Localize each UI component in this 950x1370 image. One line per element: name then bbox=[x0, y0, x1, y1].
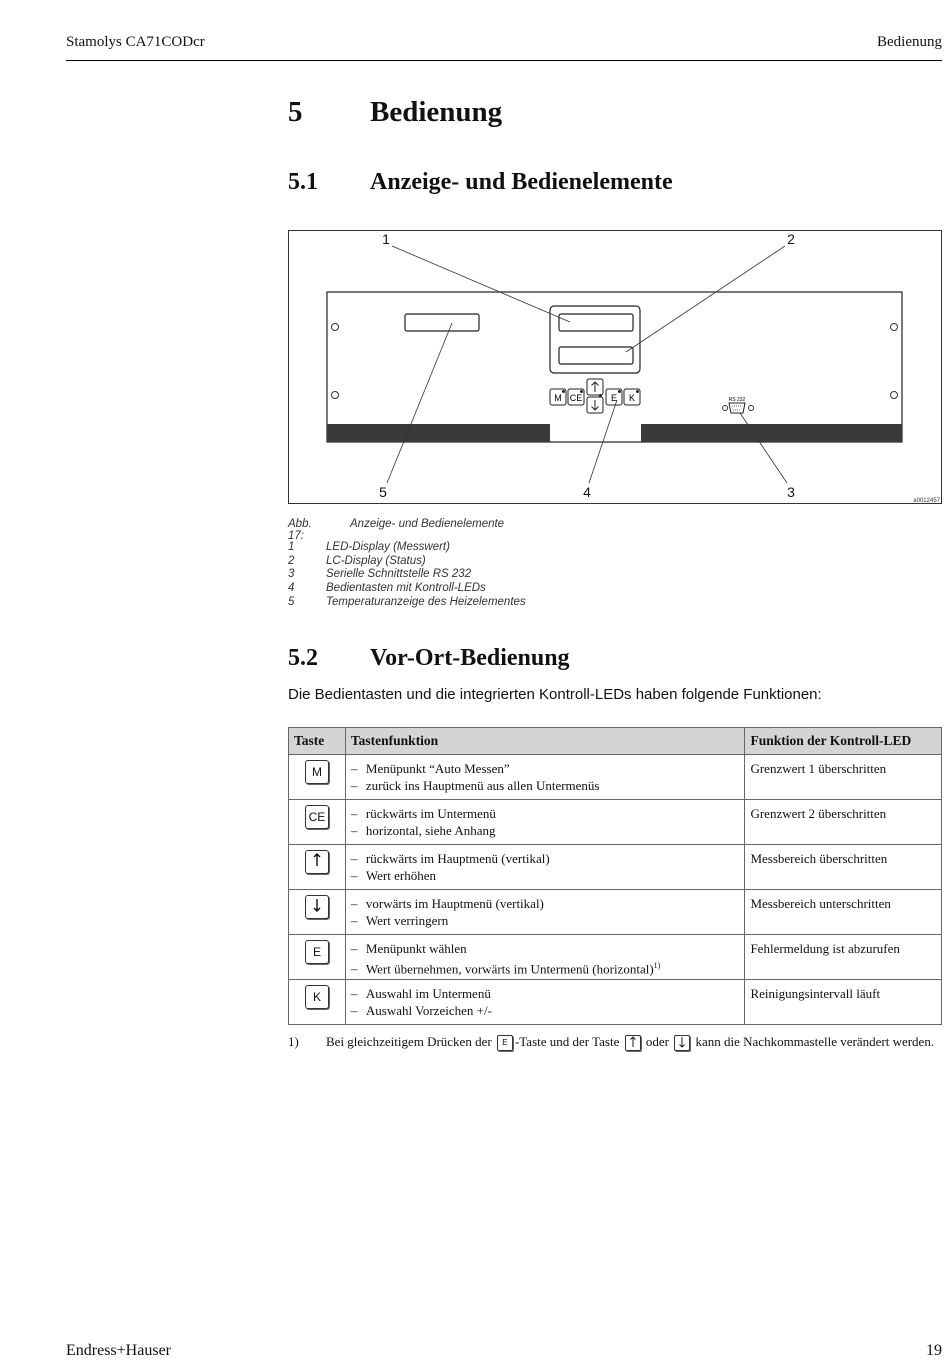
header-taste: Taste bbox=[289, 728, 346, 755]
table-row bbox=[289, 890, 942, 935]
function-line: – Wert verringern bbox=[350, 913, 449, 928]
page-number: 19 bbox=[926, 1342, 942, 1359]
led-cell: Messbereich überschritten bbox=[745, 845, 942, 890]
legend-text: LC-Display (Status) bbox=[326, 554, 426, 567]
footnote-part2: -Taste und der Taste bbox=[514, 1034, 620, 1049]
legend-number: 5 bbox=[288, 595, 295, 608]
led-cell: Fehlermeldung ist abzurufen bbox=[745, 935, 942, 980]
led-cell: Reinigungsintervall läuft bbox=[745, 980, 942, 1025]
legend-number: 2 bbox=[288, 554, 295, 567]
footnote-part3: oder bbox=[645, 1034, 669, 1049]
key-function-table bbox=[288, 727, 942, 1025]
function-cell bbox=[345, 755, 745, 800]
chapter-heading bbox=[288, 96, 502, 129]
key-cell bbox=[289, 800, 346, 845]
key-label: CE bbox=[305, 805, 329, 829]
function-text: Wert verringern bbox=[365, 913, 449, 928]
footnote-number: 1) bbox=[288, 1034, 299, 1049]
function-text: rückwärts im Hauptmenü (vertikal) bbox=[365, 851, 550, 866]
function-text: Menüpunkt wählen bbox=[365, 941, 467, 956]
function-line: – Auswahl Vorzeichen +/- bbox=[350, 1003, 492, 1018]
section-title: Anzeige- und Bedienelemente bbox=[370, 169, 673, 195]
section-heading-5-1 bbox=[288, 169, 673, 196]
key-led bbox=[599, 394, 602, 397]
arrow-up-icon bbox=[305, 850, 329, 874]
function-cell bbox=[345, 800, 745, 845]
footnote-part1: Bei gleichzeitigem Drücken der bbox=[326, 1034, 492, 1049]
header-kontroll-led: Funktion der Kontroll-LED bbox=[745, 728, 942, 755]
function-text: vorwärts im Hauptmenü (vertikal) bbox=[365, 896, 544, 911]
table-row bbox=[289, 845, 942, 890]
table-row bbox=[289, 935, 942, 980]
led-cell: Messbereich unterschritten bbox=[745, 890, 942, 935]
legend-text: LED-Display (Messwert) bbox=[326, 541, 450, 553]
legend-text: Bedientasten mit Kontroll-LEDs bbox=[326, 582, 486, 595]
function-text: zurück ins Hauptmenü aus allen Untermenüs bbox=[365, 778, 600, 793]
panel-bottom-bar-left bbox=[327, 424, 550, 442]
running-header-left: Stamolys CA71CODcr bbox=[66, 34, 205, 50]
function-cell bbox=[345, 980, 745, 1025]
key-ce-label: CE bbox=[569, 393, 583, 403]
running-header-right: Bedienung bbox=[877, 34, 942, 50]
function-line: – Auswahl im Untermenü bbox=[350, 986, 491, 1001]
callout-2: 2 bbox=[787, 231, 795, 247]
section-heading-5-2 bbox=[288, 645, 570, 672]
function-line: – Wert übernehmen, vorwärts im Untermenü (horizontal)$^{1)}$ bbox=[350, 961, 661, 977]
key-k-label: K bbox=[628, 393, 636, 403]
section-number: 5.1 bbox=[288, 169, 318, 195]
key-m-label: M bbox=[554, 393, 562, 403]
key-cell bbox=[289, 890, 346, 935]
footnote-part4: kann die Nachkommastelle verändert werden. bbox=[695, 1034, 935, 1049]
device-front-panel-figure bbox=[288, 230, 942, 505]
function-cell bbox=[345, 845, 745, 890]
screw-icon bbox=[891, 324, 898, 331]
led-cell: Grenzwert 1 überschritten bbox=[745, 755, 942, 800]
key-led bbox=[562, 390, 565, 393]
led-display bbox=[559, 314, 633, 331]
panel-bottom-bar-right bbox=[641, 424, 902, 442]
screw-icon bbox=[332, 392, 339, 399]
legend-text: Serielle Schnittstelle RS 232 bbox=[326, 568, 472, 581]
key-e-label: E bbox=[610, 393, 618, 403]
function-text: Menüpunkt “Auto Messen” bbox=[365, 761, 510, 776]
function-line: – vorwärts im Hauptmenü (vertikal) bbox=[350, 896, 544, 911]
key-cell bbox=[289, 845, 346, 890]
function-line: – Menüpunkt “Auto Messen” bbox=[350, 761, 510, 776]
screw-icon bbox=[332, 324, 339, 331]
function-line: – Menüpunkt wählen bbox=[350, 941, 467, 956]
port-screw-icon bbox=[749, 406, 754, 411]
key-cell bbox=[289, 755, 346, 800]
function-line: – zurück ins Hauptmenü aus allen Untermenüs bbox=[350, 778, 600, 793]
table-row bbox=[289, 800, 942, 845]
legend-number: 1 bbox=[288, 541, 295, 553]
rs232-port bbox=[729, 403, 745, 413]
arrow-down-icon bbox=[305, 895, 329, 919]
key-led bbox=[636, 390, 639, 393]
figure-caption-text: Anzeige- und Bedienelemente bbox=[350, 518, 505, 530]
function-line: – Wert erhöhen bbox=[350, 868, 436, 883]
callout-5: 5 bbox=[379, 484, 387, 500]
table-row bbox=[289, 755, 942, 800]
port-screw-icon bbox=[723, 406, 728, 411]
function-cell bbox=[345, 890, 745, 935]
function-text: Auswahl Vorzeichen +/- bbox=[365, 1003, 492, 1018]
function-text: rückwärts im Untermenü bbox=[365, 806, 496, 821]
temperature-display bbox=[405, 314, 479, 331]
key-label: K bbox=[305, 985, 329, 1009]
key-label: E bbox=[305, 940, 329, 964]
footnote-ref: 1) bbox=[653, 961, 661, 970]
function-text: horizontal, siehe Anhang bbox=[365, 823, 496, 838]
figure-code: a0012457 bbox=[913, 498, 940, 504]
intro-paragraph: Die Bedientasten und die integrierten Kontroll-LEDs haben folgende Funktionen: bbox=[288, 686, 822, 703]
header-tastenfunktion: Tastenfunktion bbox=[345, 728, 745, 755]
footnote-key-e: E bbox=[497, 1035, 513, 1051]
section-number: 5.2 bbox=[288, 645, 318, 671]
led-cell: Grenzwert 2 überschritten bbox=[745, 800, 942, 845]
legend-number: 4 bbox=[288, 582, 295, 595]
header-rule bbox=[66, 60, 942, 61]
callout-1: 1 bbox=[382, 231, 390, 247]
callout-3: 3 bbox=[787, 484, 795, 500]
key-cell bbox=[289, 980, 346, 1025]
function-text: Auswahl im Untermenü bbox=[365, 986, 491, 1001]
key-cell bbox=[289, 935, 346, 980]
function-cell bbox=[345, 935, 745, 980]
figure-caption-label: Abb. 17: bbox=[288, 518, 312, 542]
lc-display bbox=[559, 347, 633, 364]
legend-text: Temperaturanzeige des Heizelementes bbox=[326, 595, 526, 608]
arrow-down-icon bbox=[674, 1035, 690, 1051]
rs232-port-label: RS 232 bbox=[728, 397, 746, 403]
function-line: – rückwärts im Hauptmenü (vertikal) bbox=[350, 851, 550, 866]
function-text: Wert erhöhen bbox=[365, 868, 436, 883]
function-line: – horizontal, siehe Anhang bbox=[350, 823, 496, 838]
section-title: Vor-Ort-Bedienung bbox=[370, 645, 570, 671]
table-header-row bbox=[289, 728, 942, 755]
callout-4: 4 bbox=[583, 484, 591, 500]
chapter-number: 5 bbox=[288, 96, 303, 128]
footer-brand: Endress+Hauser bbox=[66, 1342, 171, 1359]
chapter-title: Bedienung bbox=[370, 96, 503, 128]
function-text: Wert übernehmen, vorwärts im Untermenü (horizontal) bbox=[365, 961, 654, 977]
arrow-up-icon bbox=[625, 1035, 641, 1051]
table-row bbox=[289, 980, 942, 1025]
legend-number: 3 bbox=[288, 568, 295, 581]
function-line: – rückwärts im Untermenü bbox=[350, 806, 496, 821]
key-label: M bbox=[305, 760, 329, 784]
key-led bbox=[618, 390, 621, 393]
table-footnote bbox=[288, 1034, 934, 1051]
screw-icon bbox=[891, 392, 898, 399]
